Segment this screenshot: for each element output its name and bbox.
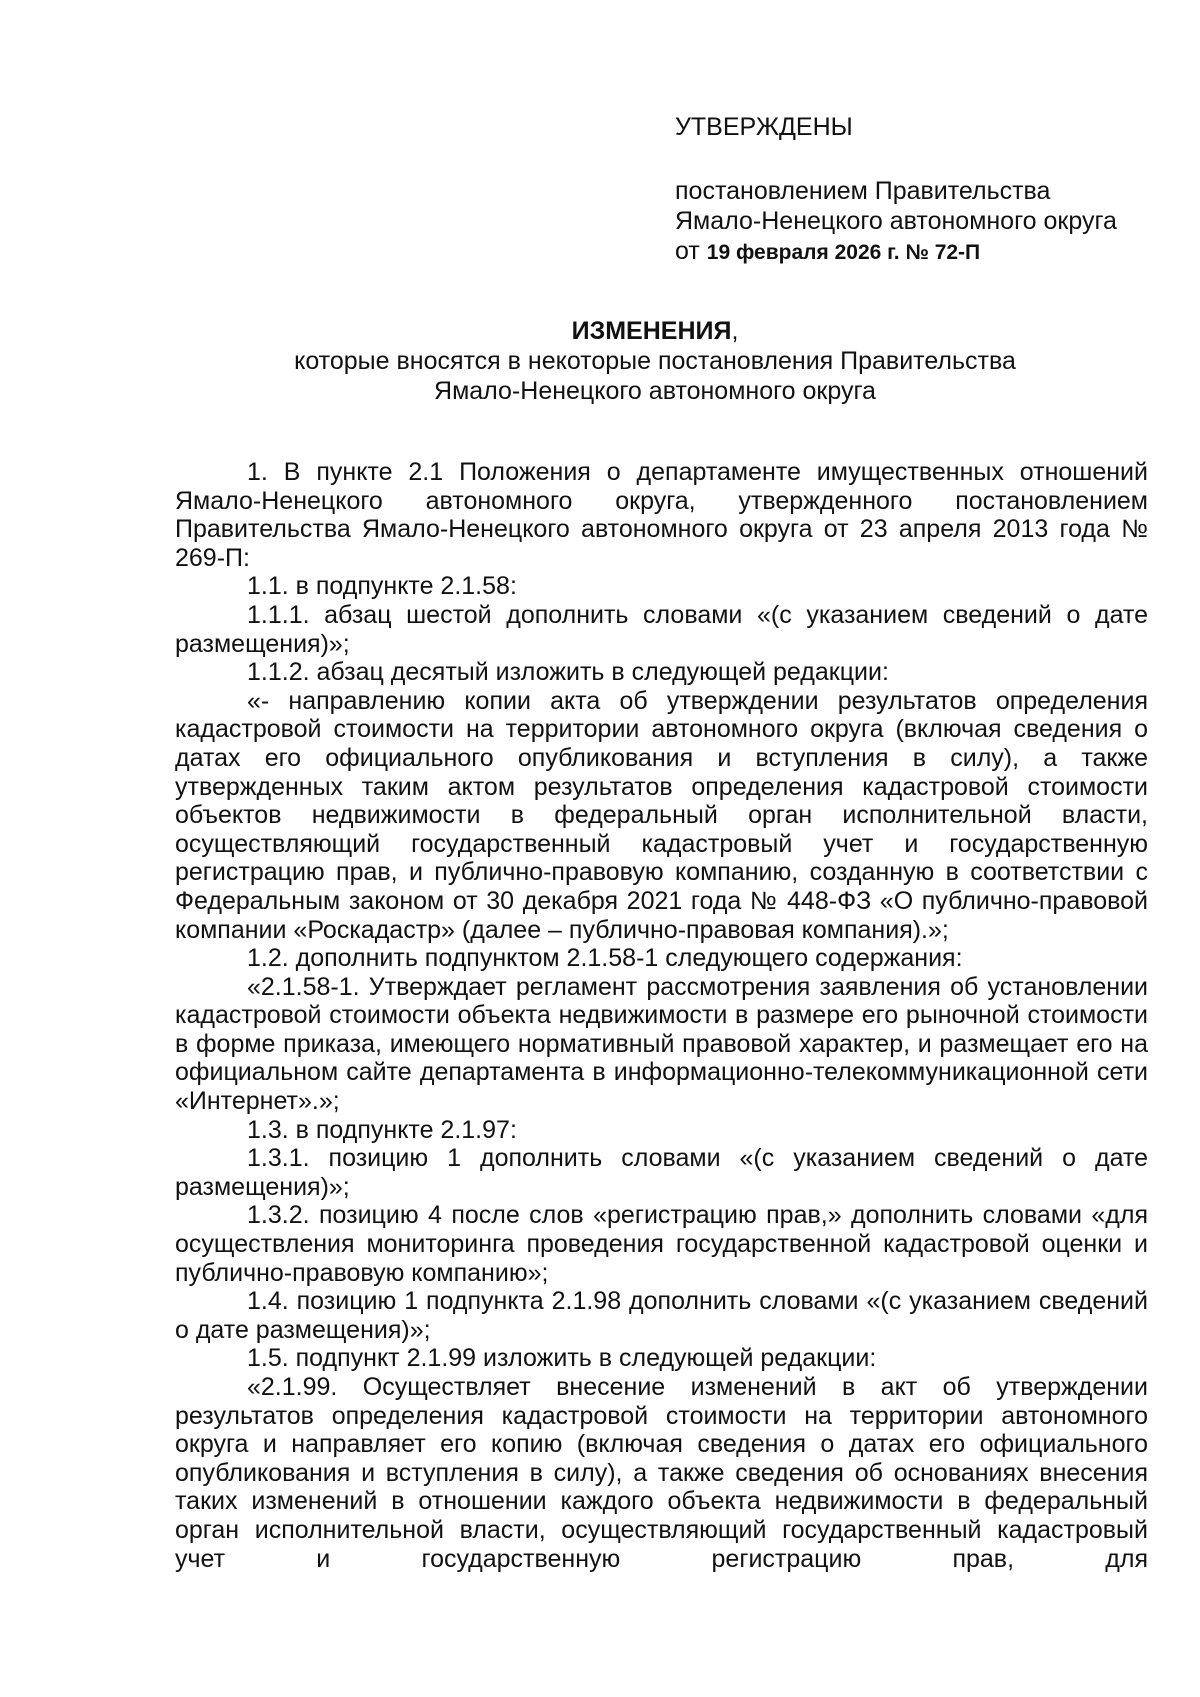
paragraph-1-3: 1.3. в подпункте 2.1.97: [247, 1115, 517, 1144]
document-title [175, 316, 1135, 346]
document-body [175, 458, 1148, 1573]
paragraph-1-1: 1.1. в подпункте 2.1.58: [247, 572, 517, 601]
paragraph-quote-2: «2.1.58-1. Утверждает регламент рассмотрения заявления об установлении кадастровой стоимости объекта недвижимости в размере его рыночной стоимости в форме приказа, имеющего нормативный правовой характер, и размещает его на официальном сайте департамента в информационно-телекоммуникационной сети «Интернет».»; [175, 972, 1148, 1116]
approval-date-value: 19 февраля 2026 г. № 72-П [706, 241, 981, 264]
approval-stamp: УТВЕРЖДЕНЫ [675, 113, 853, 141]
paragraph-1-2: 1.2. дополнить подпунктом 2.1.58-1 следующего содержания: [247, 944, 963, 973]
paragraph-1-3-1: 1.3.1. позицию 1 дополнить словами «(с указанием сведений о дате размещения)»; [175, 1144, 1148, 1201]
paragraph-quote-1: «- направлению копии акта об утверждении результатов определения кадастровой стоимости на территории автономного округа (включая сведения о датах его официального опубликования и вступления в силу), а также утвержденных таким актом результатов определения кадастровой стоимости объектов недвижимости в федеральный орган исполнительной власти, осуществляющий государственный кадастровый учет и государственную регистрацию прав, и публично-правовую компанию, созданную в соответствии с Федеральным законом от 30 декабря 2021 года № 448-ФЗ «О публично-правовой компании «Роскадастр» (далее – публично-правовая компания).»; [175, 686, 1148, 944]
approval-date-line [675, 236, 1155, 268]
title-suffix: , [731, 317, 739, 345]
subtitle-line-2: Ямало-Ненецкого автономного округа [434, 377, 876, 405]
paragraph-1-5: 1.5. подпункт 2.1.99 изложить в следующей редакции: [247, 1344, 877, 1373]
approval-date-prefix: от [675, 237, 700, 265]
paragraph-1-1-2: 1.1.2. абзац десятый изложить в следующей редакции: [247, 658, 889, 687]
document-heading [175, 316, 1135, 406]
paragraph-1-4: 1.4. позицию 1 подпункта 2.1.98 дополнить словами «(с указанием сведений о дате размещения)»; [175, 1287, 1148, 1344]
approval-line-1: постановлением Правительства [675, 177, 1051, 205]
title-text: ИЗМЕНЕНИЯ [571, 317, 732, 345]
approval-block [675, 112, 1155, 268]
paragraph-1-1-1: 1.1.1. абзац шестой дополнить словами «(с указанием сведений о дате размещения)»; [175, 600, 1148, 658]
approval-line-2: Ямало-Ненецкого автономного округа [675, 207, 1117, 235]
subtitle-line-1: которые вносятся в некоторые постановления Правительства [294, 347, 1016, 375]
paragraph-1-3-2: 1.3.2. позицию 4 после слов «регистрацию прав,» дополнить словами «для осуществления мониторинга проведения государственной кадастровой оценки и публично-правовую компанию»; [175, 1201, 1148, 1287]
paragraph-quote-3: «2.1.99. Осуществляет внесение изменений в акт об утверждении результатов определения кадастровой стоимости на территории автономного округа и направляет его копию (включая сведения о датах его официального опубликования и вступления в силу), а также сведения об основаниях внесения таких изменений в отношении каждого объекта недвижимости в федеральный орган исполнительной власти, осуществляющий государственный кадастровый учет и государственную регистрацию прав, для [175, 1373, 1148, 1573]
paragraph-1: 1. В пункте 2.1 Положения о департаменте имущественных отношений Ямало-Ненецкого автономного округа, утвержденного постановлением Правительства Ямало-Ненецкого автономного округа от 23 апреля 2013 года № 269-П: [175, 458, 1148, 572]
